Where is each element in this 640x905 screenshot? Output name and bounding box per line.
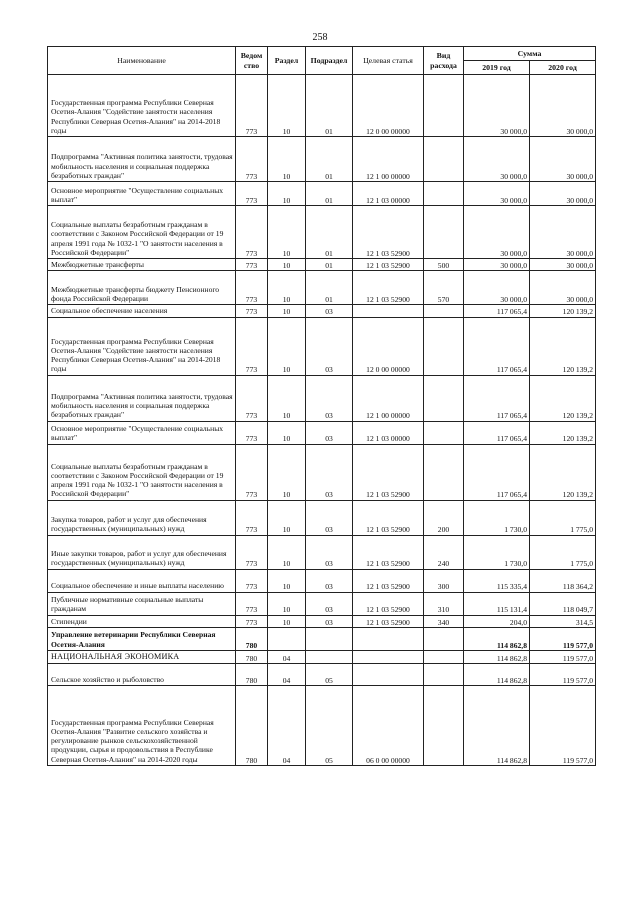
cell-ved: 773 (236, 317, 268, 375)
header-razdel: Раздел (268, 47, 306, 75)
cell-podrazdel: 01 (306, 259, 353, 271)
cell-expense-type: 300 (424, 569, 464, 592)
cell-sum-2020: 118 364,2 (530, 569, 596, 592)
cell-target-article: 12 1 03 00000 (353, 421, 424, 444)
cell-expense-type (424, 627, 464, 650)
cell-ved: 773 (236, 615, 268, 627)
cell-podrazdel: 03 (306, 615, 353, 627)
table-row (48, 305, 596, 317)
cell-sum-2019: 30 000,0 (464, 271, 530, 305)
cell-podrazdel: 03 (306, 421, 353, 444)
cell-sum-2019: 1 730,0 (464, 500, 530, 535)
cell-sum-2019: 114 862,8 (464, 663, 530, 685)
cell-ved: 773 (236, 500, 268, 535)
cell-sum-2019: 30 000,0 (464, 206, 530, 259)
cell-expense-type: 310 (424, 592, 464, 615)
cell-ved: 780 (236, 627, 268, 650)
cell-target-article: 12 1 03 00000 (353, 182, 424, 206)
table-row (48, 685, 596, 765)
cell-sum-2020: 30 000,0 (530, 206, 596, 259)
cell-target-article: 12 1 03 52900 (353, 259, 424, 271)
cell-expense-type: 200 (424, 500, 464, 535)
cell-ved: 773 (236, 305, 268, 317)
cell-expense-type (424, 375, 464, 421)
cell-podrazdel: 03 (306, 500, 353, 535)
cell-razdel: 10 (268, 615, 306, 627)
cell-sum-2019: 30 000,0 (464, 182, 530, 206)
table-row (48, 182, 596, 206)
cell-target-article: 12 1 03 52900 (353, 569, 424, 592)
cell-ved: 773 (236, 375, 268, 421)
cell-razdel: 04 (268, 663, 306, 685)
cell-target-article: 06 0 00 00000 (353, 685, 424, 765)
cell-sum-2020: 119 577,0 (530, 663, 596, 685)
cell-target-article (353, 663, 424, 685)
table-row (48, 535, 596, 569)
cell-sum-2020: 30 000,0 (530, 75, 596, 137)
cell-podrazdel: 01 (306, 182, 353, 206)
cell-expense-type: 500 (424, 259, 464, 271)
cell-podrazdel (306, 650, 353, 663)
cell-sum-2020: 120 139,2 (530, 317, 596, 375)
table-row (48, 137, 596, 182)
cell-target-article: 12 1 03 52900 (353, 271, 424, 305)
cell-podrazdel: 03 (306, 592, 353, 615)
table-body (48, 75, 596, 766)
cell-razdel: 10 (268, 421, 306, 444)
cell-podrazdel: 05 (306, 685, 353, 765)
cell-sum-2020: 120 139,2 (530, 305, 596, 317)
cell-podrazdel: 03 (306, 535, 353, 569)
table-row (48, 271, 596, 305)
cell-podrazdel: 01 (306, 206, 353, 259)
cell-razdel: 10 (268, 305, 306, 317)
cell-sum-2020: 1 775,0 (530, 500, 596, 535)
table-row (48, 375, 596, 421)
cell-sum-2019: 117 065,4 (464, 317, 530, 375)
cell-name: Социальные выплаты безработным гражданам в соответствии с Законом Российской Федерации от 19 апреля 1991 года № 1032-1 "О занятости населения в Российской Федерации" (48, 444, 236, 500)
cell-name: Подпрограмма "Активная политика занятости, трудовая мобильность населения и социальная поддержка безработных граждан" (48, 375, 236, 421)
cell-expense-type (424, 317, 464, 375)
cell-sum-2020: 30 000,0 (530, 271, 596, 305)
cell-ved: 780 (236, 650, 268, 663)
cell-podrazdel: 01 (306, 137, 353, 182)
cell-target-article: 12 1 03 52900 (353, 615, 424, 627)
cell-name: Сельское хозяйство и рыболовство (48, 663, 236, 685)
table-row (48, 206, 596, 259)
cell-sum-2019: 30 000,0 (464, 259, 530, 271)
cell-expense-type (424, 663, 464, 685)
cell-razdel: 10 (268, 569, 306, 592)
cell-podrazdel: 03 (306, 375, 353, 421)
cell-name: Стипендии (48, 615, 236, 627)
cell-name: НАЦИОНАЛЬНАЯ ЭКОНОМИКА (48, 650, 236, 663)
cell-name: Подпрограмма "Активная политика занятости, трудовая мобильность населения и социальная поддержка безработных граждан" (48, 137, 236, 182)
cell-ved: 773 (236, 271, 268, 305)
cell-sum-2019: 115 335,4 (464, 569, 530, 592)
cell-name: Управление ветеринарии Республики Северная Осетия-Алания (48, 627, 236, 650)
cell-expense-type (424, 685, 464, 765)
cell-expense-type: 240 (424, 535, 464, 569)
cell-target-article: 12 0 00 00000 (353, 317, 424, 375)
cell-razdel: 10 (268, 375, 306, 421)
header-year-2020: 2020 год (530, 61, 596, 75)
header-name: Наименование (48, 47, 236, 75)
cell-name: Основное мероприятие "Осуществление социальных выплат" (48, 421, 236, 444)
cell-podrazdel (306, 627, 353, 650)
header-ved: Ведом ство (236, 47, 268, 75)
cell-sum-2019: 114 862,8 (464, 627, 530, 650)
cell-name: Социальное обеспечение населения (48, 305, 236, 317)
cell-name: Межбюджетные трансферты (48, 259, 236, 271)
cell-podrazdel: 01 (306, 271, 353, 305)
cell-razdel: 10 (268, 592, 306, 615)
cell-sum-2019: 30 000,0 (464, 137, 530, 182)
cell-ved: 773 (236, 75, 268, 137)
cell-ved: 773 (236, 569, 268, 592)
cell-expense-type: 340 (424, 615, 464, 627)
cell-sum-2020: 120 139,2 (530, 421, 596, 444)
cell-sum-2020: 119 577,0 (530, 627, 596, 650)
cell-razdel: 04 (268, 685, 306, 765)
table-row (48, 421, 596, 444)
cell-name: Социальные выплаты безработным гражданам в соответствии с Законом Российской Федерации от 19 апреля 1991 года № 1032-1 "О занятости населения в Российской Федерации" (48, 206, 236, 259)
cell-target-article: 12 0 00 00000 (353, 75, 424, 137)
cell-razdel: 10 (268, 271, 306, 305)
page-number: 258 (312, 32, 328, 43)
table-row (48, 259, 596, 271)
cell-sum-2020: 30 000,0 (530, 259, 596, 271)
cell-target-article: 12 1 03 52900 (353, 500, 424, 535)
cell-ved: 773 (236, 592, 268, 615)
cell-target-article: 12 1 00 00000 (353, 375, 424, 421)
cell-name: Социальное обеспечение и иные выплаты населению (48, 569, 236, 592)
cell-sum-2019: 117 065,4 (464, 421, 530, 444)
cell-ved: 773 (236, 137, 268, 182)
cell-sum-2019: 117 065,4 (464, 305, 530, 317)
cell-sum-2020: 118 049,7 (530, 592, 596, 615)
cell-ved: 773 (236, 444, 268, 500)
table-row (48, 650, 596, 663)
cell-ved: 773 (236, 421, 268, 444)
cell-sum-2019: 114 862,8 (464, 650, 530, 663)
header-year-2019: 2019 год (464, 61, 530, 75)
cell-ved: 780 (236, 663, 268, 685)
cell-sum-2019: 30 000,0 (464, 75, 530, 137)
cell-target-article: 12 1 00 00000 (353, 137, 424, 182)
cell-razdel: 10 (268, 182, 306, 206)
cell-ved: 773 (236, 535, 268, 569)
cell-expense-type: 570 (424, 271, 464, 305)
cell-expense-type (424, 206, 464, 259)
cell-target-article (353, 650, 424, 663)
cell-sum-2020: 120 139,2 (530, 375, 596, 421)
cell-sum-2019: 115 131,4 (464, 592, 530, 615)
cell-razdel: 10 (268, 500, 306, 535)
header-target-article: Целевая статья (353, 47, 424, 75)
cell-name: Государственная программа Республики Северная Осетия-Алания "Развитие сельского хозяйства и регулирование рынков сельскохозяйственной продукции, сырья и продовольствия в Республике Северная Осетия-Алания" на 2014-2020 годы (48, 685, 236, 765)
cell-razdel: 04 (268, 650, 306, 663)
cell-sum-2019: 117 065,4 (464, 444, 530, 500)
cell-podrazdel: 03 (306, 305, 353, 317)
cell-expense-type (424, 421, 464, 444)
cell-razdel: 10 (268, 259, 306, 271)
table-row (48, 569, 596, 592)
cell-razdel: 10 (268, 535, 306, 569)
cell-expense-type (424, 137, 464, 182)
budget-table (47, 46, 596, 766)
cell-target-article (353, 627, 424, 650)
cell-expense-type (424, 444, 464, 500)
cell-podrazdel: 03 (306, 317, 353, 375)
cell-sum-2020: 30 000,0 (530, 182, 596, 206)
cell-podrazdel: 03 (306, 444, 353, 500)
cell-target-article: 12 1 03 52900 (353, 206, 424, 259)
cell-sum-2019: 114 862,8 (464, 685, 530, 765)
cell-razdel: 10 (268, 75, 306, 137)
cell-sum-2019: 1 730,0 (464, 535, 530, 569)
cell-podrazdel: 05 (306, 663, 353, 685)
table-row (48, 500, 596, 535)
cell-razdel: 10 (268, 317, 306, 375)
cell-sum-2019: 117 065,4 (464, 375, 530, 421)
cell-target-article: 12 1 03 52900 (353, 592, 424, 615)
table-row (48, 444, 596, 500)
cell-expense-type (424, 182, 464, 206)
cell-podrazdel: 03 (306, 569, 353, 592)
cell-sum-2020: 120 139,2 (530, 444, 596, 500)
table-row (48, 317, 596, 375)
cell-target-article: 12 1 03 52900 (353, 535, 424, 569)
cell-sum-2020: 314,5 (530, 615, 596, 627)
cell-ved: 773 (236, 182, 268, 206)
cell-podrazdel: 01 (306, 75, 353, 137)
cell-sum-2020: 1 775,0 (530, 535, 596, 569)
header-podrazdel: Подраздел (306, 47, 353, 75)
cell-ved: 780 (236, 685, 268, 765)
cell-expense-type (424, 650, 464, 663)
cell-name: Публичные нормативные социальные выплаты гражданам (48, 592, 236, 615)
cell-razdel: 10 (268, 444, 306, 500)
cell-name: Межбюджетные трансферты бюджету Пенсионного фонда Российской Федерации (48, 271, 236, 305)
table-row (48, 663, 596, 685)
cell-name: Закупка товаров, работ и услуг для обеспечения государственных (муниципальных) нужд (48, 500, 236, 535)
table-row (48, 615, 596, 627)
cell-razdel: 10 (268, 206, 306, 259)
cell-name: Государственная программа Республики Северная Осетия-Алания "Содействие занятости населения Республики Северная Осетия-Алания" на 2014-2018 годы (48, 317, 236, 375)
table-row (48, 627, 596, 650)
cell-name: Иные закупки товаров, работ и услуг для обеспечения государственных (муниципальных) нужд (48, 535, 236, 569)
header-sum: Сумма (464, 47, 596, 61)
cell-ved: 773 (236, 206, 268, 259)
table-row (48, 75, 596, 137)
cell-sum-2020: 119 577,0 (530, 685, 596, 765)
cell-target-article (353, 305, 424, 317)
cell-ved: 773 (236, 259, 268, 271)
cell-name: Государственная программа Республики Северная Осетия-Алания "Содействие занятости населения Республики Северная Осетия-Алания" на 2014-2018 годы (48, 75, 236, 137)
cell-expense-type (424, 305, 464, 317)
table-row (48, 592, 596, 615)
cell-name: Основное мероприятие "Осуществление социальных выплат" (48, 182, 236, 206)
cell-target-article: 12 1 03 52900 (353, 444, 424, 500)
cell-sum-2020: 119 577,0 (530, 650, 596, 663)
cell-sum-2019: 204,0 (464, 615, 530, 627)
cell-sum-2020: 30 000,0 (530, 137, 596, 182)
cell-razdel (268, 627, 306, 650)
cell-razdel: 10 (268, 137, 306, 182)
cell-expense-type (424, 75, 464, 137)
header-expense-type: Вид расхода (424, 47, 464, 75)
